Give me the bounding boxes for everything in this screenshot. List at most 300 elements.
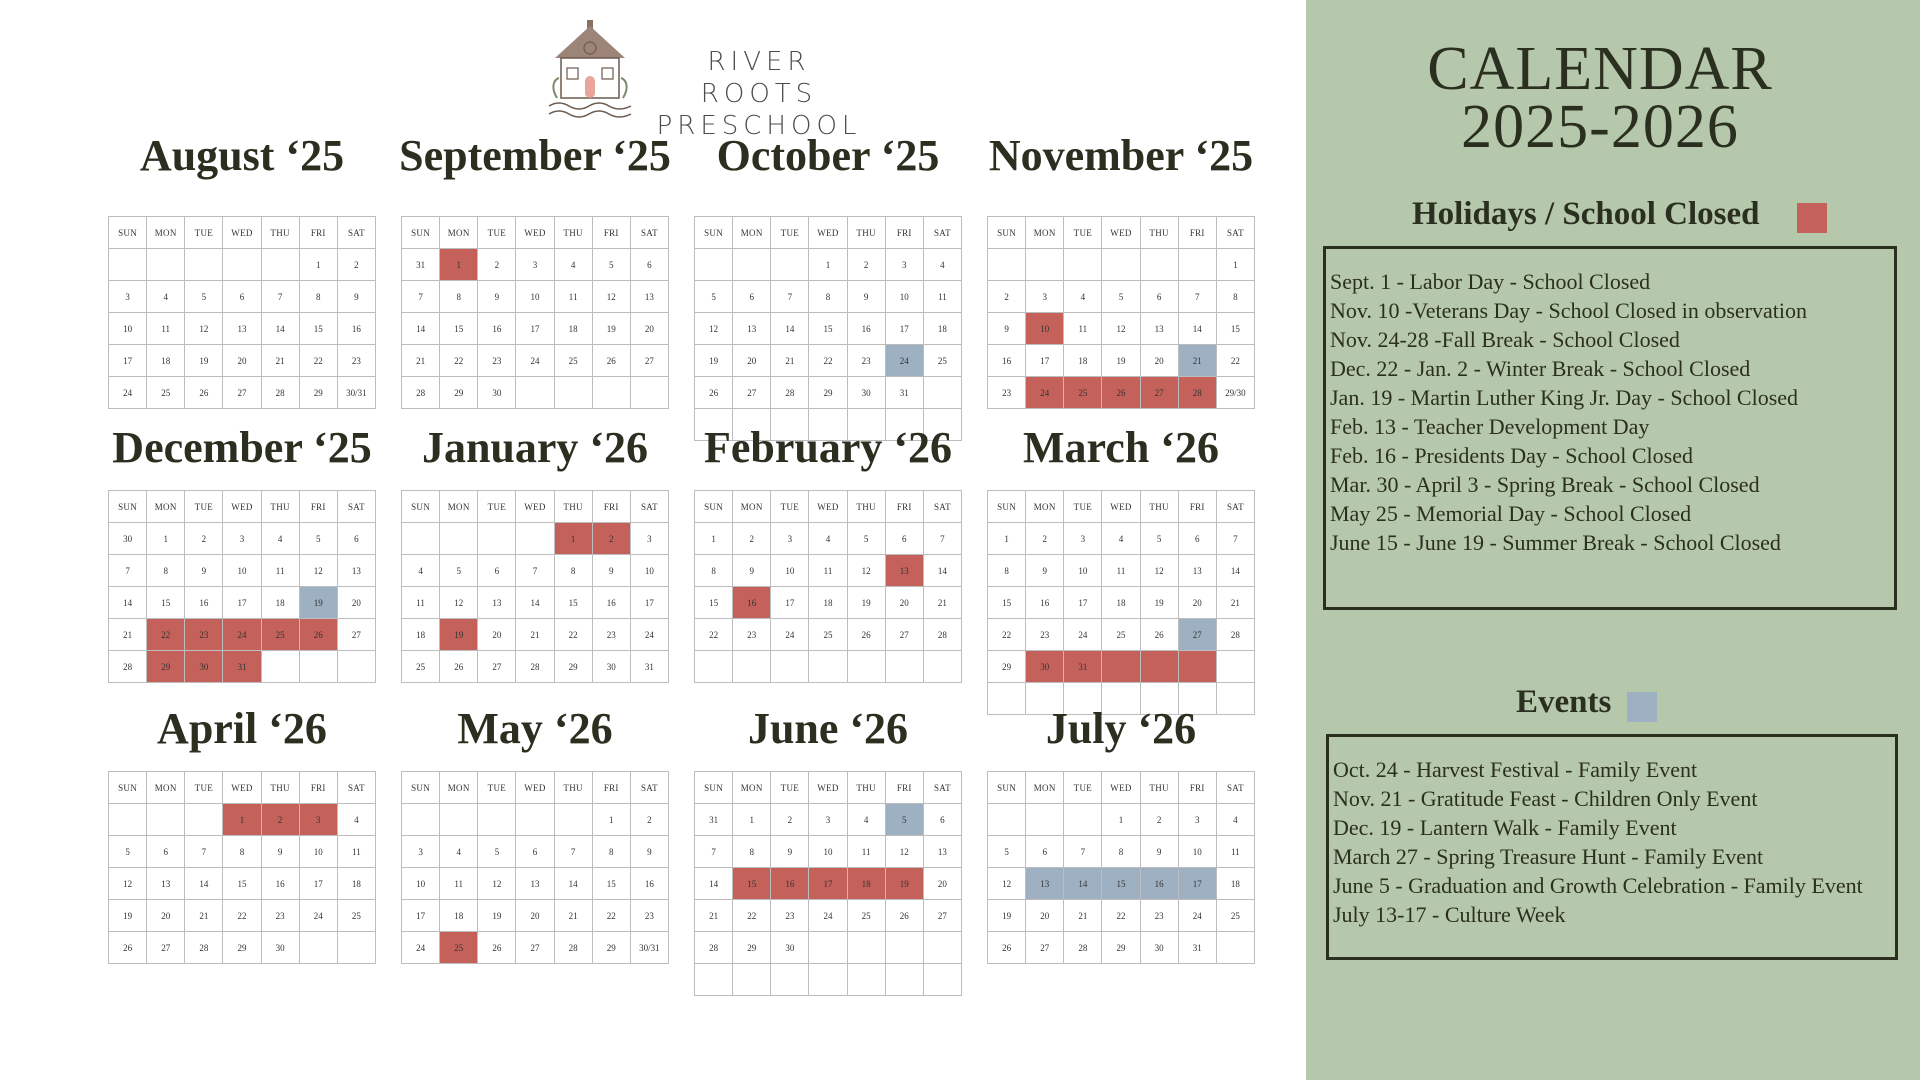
day-cell (185, 804, 223, 836)
day-cell: 3 (771, 523, 809, 555)
holiday-item: Feb. 16 - Presidents Day - School Closed (1330, 443, 1693, 468)
day-cell: 1 (733, 804, 771, 836)
day-cell: 27 (1026, 932, 1064, 964)
day-cell: 18 (1102, 587, 1140, 619)
day-cell: 5 (299, 523, 337, 555)
day-cell: 6 (630, 249, 668, 281)
day-cell: 14 (1178, 313, 1216, 345)
day-cell: 10 (516, 281, 554, 313)
day-cell (299, 932, 337, 964)
day-cell: 12 (185, 313, 223, 345)
day-cell: 21 (402, 345, 440, 377)
day-cell: 18 (809, 587, 847, 619)
month-title: April ‘26 (157, 704, 327, 753)
day-cell: 2 (337, 249, 375, 281)
day-cell: 6 (516, 836, 554, 868)
day-cell (809, 932, 847, 964)
day-cell: 2 (733, 523, 771, 555)
day-cell: 7 (695, 836, 733, 868)
weekday-header: TUE (185, 772, 223, 804)
day-cell: 23 (988, 377, 1026, 409)
day-cell: 9 (630, 836, 668, 868)
day-cell: 11 (147, 313, 185, 345)
day-cell: 15 (592, 868, 630, 900)
event-item: June 5 - Graduation and Growth Celebration - Family Event (1333, 873, 1863, 898)
day-cell: 13 (478, 587, 516, 619)
day-cell: 15 (809, 313, 847, 345)
day-cell: 15 (1216, 313, 1254, 345)
day-cell: 28 (1064, 932, 1102, 964)
day-cell: 11 (1102, 555, 1140, 587)
day-cell: 17 (630, 587, 668, 619)
holiday-swatch (1797, 203, 1827, 233)
day-cell: 9 (988, 313, 1026, 345)
day-cell: 18 (147, 345, 185, 377)
weekday-header: WED (516, 772, 554, 804)
month-grid (694, 490, 962, 683)
day-cell: 29 (299, 377, 337, 409)
day-cell: 5 (847, 523, 885, 555)
day-cell: 31 (885, 377, 923, 409)
day-cell: 20 (337, 587, 375, 619)
weekday-header: MON (1026, 772, 1064, 804)
day-cell: 17 (223, 587, 261, 619)
day-cell: 25 (402, 651, 440, 683)
day-cell: 11 (261, 555, 299, 587)
day-cell: 9 (185, 555, 223, 587)
day-cell: 31 (402, 249, 440, 281)
month-grid (987, 216, 1255, 409)
day-cell: 11 (440, 868, 478, 900)
day-cell: 19 (1102, 345, 1140, 377)
day-cell: 24 (885, 345, 923, 377)
day-cell (733, 651, 771, 683)
day-cell: 28 (402, 377, 440, 409)
weekday-header: SUN (402, 217, 440, 249)
day-cell (516, 523, 554, 555)
day-cell: 17 (1064, 587, 1102, 619)
month-title: September ‘25 (399, 131, 671, 180)
day-cell: 13 (1140, 313, 1178, 345)
event-swatch (1627, 692, 1657, 722)
weekday-header: FRI (299, 491, 337, 523)
day-cell (809, 651, 847, 683)
day-cell: 17 (771, 587, 809, 619)
day-cell (1102, 249, 1140, 281)
day-cell: 28 (695, 932, 733, 964)
day-cell: 29 (988, 651, 1026, 683)
weekday-header: SAT (923, 491, 961, 523)
day-cell: 2 (592, 523, 630, 555)
day-cell: 12 (695, 313, 733, 345)
day-cell: 14 (695, 868, 733, 900)
day-cell: 16 (261, 868, 299, 900)
day-cell (337, 651, 375, 683)
day-cell: 17 (885, 313, 923, 345)
day-cell: 4 (337, 804, 375, 836)
day-cell: 16 (1140, 868, 1178, 900)
weekday-header: FRI (885, 217, 923, 249)
day-cell: 7 (402, 281, 440, 313)
day-cell: 26 (885, 900, 923, 932)
day-cell: 31 (1064, 651, 1102, 683)
day-cell: 21 (1178, 345, 1216, 377)
day-cell: 14 (1064, 868, 1102, 900)
month-grid (694, 216, 962, 441)
day-cell: 3 (630, 523, 668, 555)
day-cell: 9 (478, 281, 516, 313)
holidays-list (1330, 267, 1890, 557)
day-cell: 10 (223, 555, 261, 587)
day-cell: 13 (147, 868, 185, 900)
day-cell: 26 (478, 932, 516, 964)
day-cell: 6 (733, 281, 771, 313)
day-cell: 25 (923, 345, 961, 377)
day-cell: 16 (847, 313, 885, 345)
day-cell: 7 (554, 836, 592, 868)
day-cell: 26 (1140, 619, 1178, 651)
weekday-header: FRI (299, 217, 337, 249)
day-cell: 19 (847, 587, 885, 619)
day-cell: 9 (337, 281, 375, 313)
day-cell: 20 (478, 619, 516, 651)
weekday-header: SUN (109, 217, 147, 249)
day-cell: 12 (1140, 555, 1178, 587)
month-grid (694, 771, 962, 996)
day-cell: 19 (109, 900, 147, 932)
day-cell (1064, 249, 1102, 281)
day-cell: 20 (1178, 587, 1216, 619)
day-cell: 5 (1102, 281, 1140, 313)
day-cell: 25 (554, 345, 592, 377)
holiday-item: June 15 - June 19 - Summer Break - School Closed (1330, 530, 1781, 555)
weekday-header: SUN (402, 772, 440, 804)
day-cell: 17 (1178, 868, 1216, 900)
day-cell: 19 (299, 587, 337, 619)
day-cell: 23 (337, 345, 375, 377)
day-cell: 6 (885, 523, 923, 555)
day-cell: 3 (223, 523, 261, 555)
weekday-header: THU (847, 217, 885, 249)
day-cell: 10 (1178, 836, 1216, 868)
day-cell: 2 (1140, 804, 1178, 836)
day-cell: 17 (809, 868, 847, 900)
weekday-header: WED (223, 217, 261, 249)
weekday-header: FRI (1178, 772, 1216, 804)
day-cell (1178, 651, 1216, 683)
day-cell: 4 (261, 523, 299, 555)
weekday-header: SAT (630, 772, 668, 804)
day-cell: 14 (402, 313, 440, 345)
day-cell: 15 (223, 868, 261, 900)
day-cell: 12 (988, 868, 1026, 900)
weekday-header: MON (1026, 491, 1064, 523)
weekday-header: SAT (630, 217, 668, 249)
day-cell: 28 (109, 651, 147, 683)
day-cell: 10 (402, 868, 440, 900)
day-cell: 30 (109, 523, 147, 555)
day-cell: 29/30 (1216, 377, 1254, 409)
day-cell: 26 (109, 932, 147, 964)
day-cell: 8 (147, 555, 185, 587)
day-cell: 11 (809, 555, 847, 587)
weekday-header: TUE (1064, 217, 1102, 249)
day-cell: 21 (554, 900, 592, 932)
day-cell: 1 (988, 523, 1026, 555)
weekday-header: SUN (695, 217, 733, 249)
day-cell: 11 (402, 587, 440, 619)
day-cell: 20 (1140, 345, 1178, 377)
day-cell: 20 (733, 345, 771, 377)
day-cell: 15 (1102, 868, 1140, 900)
weekday-header: MON (733, 772, 771, 804)
day-cell: 31 (630, 651, 668, 683)
day-cell: 23 (847, 345, 885, 377)
day-cell: 22 (1102, 900, 1140, 932)
day-cell (923, 932, 961, 964)
day-cell: 13 (733, 313, 771, 345)
day-cell: 16 (185, 587, 223, 619)
day-cell: 10 (885, 281, 923, 313)
weekday-header: TUE (185, 491, 223, 523)
day-cell: 18 (337, 868, 375, 900)
day-cell: 30/31 (337, 377, 375, 409)
day-cell: 21 (771, 345, 809, 377)
weekday-header: MON (733, 491, 771, 523)
logo-line-2: PRESCHOOL (656, 111, 862, 141)
day-cell: 12 (885, 836, 923, 868)
weekday-header: MON (440, 772, 478, 804)
day-cell: 5 (592, 249, 630, 281)
day-cell: 5 (185, 281, 223, 313)
day-cell: 15 (695, 587, 733, 619)
day-cell: 25 (440, 932, 478, 964)
day-cell: 3 (809, 804, 847, 836)
weekday-header: SAT (337, 772, 375, 804)
day-cell (1026, 249, 1064, 281)
day-cell: 2 (847, 249, 885, 281)
day-cell: 1 (440, 249, 478, 281)
day-cell: 20 (630, 313, 668, 345)
day-cell: 21 (1064, 900, 1102, 932)
weekday-header: THU (1140, 491, 1178, 523)
weekday-header: SAT (337, 491, 375, 523)
day-cell: 22 (733, 900, 771, 932)
day-cell: 4 (923, 249, 961, 281)
day-cell: 22 (988, 619, 1026, 651)
day-cell: 13 (885, 555, 923, 587)
day-cell: 16 (733, 587, 771, 619)
day-cell (402, 804, 440, 836)
day-cell: 25 (809, 619, 847, 651)
day-cell: 20 (516, 900, 554, 932)
day-cell: 6 (478, 555, 516, 587)
day-cell: 25 (847, 900, 885, 932)
day-cell: 21 (261, 345, 299, 377)
events-box (1326, 734, 1898, 960)
day-cell: 24 (1178, 900, 1216, 932)
weekday-header: MON (733, 217, 771, 249)
day-cell: 14 (109, 587, 147, 619)
day-cell: 22 (440, 345, 478, 377)
day-cell: 28 (261, 377, 299, 409)
weekday-header: FRI (592, 491, 630, 523)
day-cell: 6 (1178, 523, 1216, 555)
month-title: January ‘26 (421, 423, 649, 472)
day-cell: 18 (923, 313, 961, 345)
day-cell: 15 (440, 313, 478, 345)
day-cell (988, 804, 1026, 836)
day-cell: 17 (402, 900, 440, 932)
month-grid (401, 490, 669, 683)
day-cell: 21 (185, 900, 223, 932)
house-logo-icon (545, 18, 635, 126)
day-cell: 25 (337, 900, 375, 932)
day-cell: 7 (185, 836, 223, 868)
day-cell: 26 (988, 932, 1026, 964)
day-cell: 23 (478, 345, 516, 377)
day-cell: 31 (1178, 932, 1216, 964)
day-cell: 25 (1102, 619, 1140, 651)
day-cell: 3 (1026, 281, 1064, 313)
day-cell: 1 (147, 523, 185, 555)
day-cell: 14 (771, 313, 809, 345)
day-cell: 18 (1064, 345, 1102, 377)
weekday-header: WED (516, 217, 554, 249)
day-cell: 24 (299, 900, 337, 932)
day-cell: 7 (771, 281, 809, 313)
day-cell: 23 (261, 900, 299, 932)
day-cell: 2 (185, 523, 223, 555)
calendar-heading-line-1: CALENDAR (1427, 35, 1773, 103)
day-cell (847, 932, 885, 964)
day-cell: 9 (261, 836, 299, 868)
day-cell: 5 (1140, 523, 1178, 555)
month-grid (108, 490, 376, 683)
weekday-header: WED (1102, 772, 1140, 804)
month-title: November ‘25 (988, 131, 1254, 180)
weekday-header: FRI (299, 772, 337, 804)
day-cell: 15 (299, 313, 337, 345)
day-cell: 3 (885, 249, 923, 281)
day-cell (1064, 804, 1102, 836)
event-item: Nov. 21 - Gratitude Feast - Children Only Event (1333, 786, 1758, 811)
day-cell: 3 (402, 836, 440, 868)
weekday-header: WED (516, 491, 554, 523)
day-cell: 12 (1102, 313, 1140, 345)
day-cell (885, 651, 923, 683)
weekday-header: SUN (109, 491, 147, 523)
day-cell: 29 (440, 377, 478, 409)
day-cell: 19 (695, 345, 733, 377)
day-cell (1026, 804, 1064, 836)
day-cell: 27 (337, 619, 375, 651)
month-title: February ‘26 (703, 423, 953, 472)
preschool-logo (545, 18, 875, 141)
day-cell: 8 (592, 836, 630, 868)
day-cell: 23 (733, 619, 771, 651)
day-cell: 9 (1140, 836, 1178, 868)
day-cell: 14 (261, 313, 299, 345)
day-cell (988, 249, 1026, 281)
weekday-header: WED (1102, 217, 1140, 249)
day-cell: 31 (223, 651, 261, 683)
day-cell: 29 (809, 377, 847, 409)
logo-line-1: RIVER ROOTS (700, 47, 818, 109)
day-cell: 27 (147, 932, 185, 964)
day-cell (402, 523, 440, 555)
day-cell (733, 964, 771, 996)
weekday-header: SUN (988, 772, 1026, 804)
day-cell: 28 (1216, 619, 1254, 651)
weekday-header: THU (1140, 217, 1178, 249)
day-cell: 19 (185, 345, 223, 377)
day-cell (261, 651, 299, 683)
weekday-header: THU (261, 772, 299, 804)
day-cell: 8 (988, 555, 1026, 587)
month-grid (401, 216, 669, 409)
day-cell: 1 (809, 249, 847, 281)
day-cell: 13 (923, 836, 961, 868)
day-cell: 28 (554, 932, 592, 964)
day-cell: 20 (147, 900, 185, 932)
day-cell: 10 (630, 555, 668, 587)
day-cell: 19 (988, 900, 1026, 932)
day-cell: 27 (630, 345, 668, 377)
day-cell: 5 (440, 555, 478, 587)
day-cell (695, 249, 733, 281)
day-cell (630, 377, 668, 409)
day-cell: 7 (109, 555, 147, 587)
day-cell: 22 (592, 900, 630, 932)
day-cell: 12 (478, 868, 516, 900)
day-cell: 5 (988, 836, 1026, 868)
holiday-item: Nov. 24-28 -Fall Break - School Closed (1330, 327, 1680, 352)
day-cell: 14 (185, 868, 223, 900)
day-cell: 2 (630, 804, 668, 836)
day-cell: 9 (771, 836, 809, 868)
month-title: May ‘26 (457, 704, 613, 753)
day-cell: 18 (554, 313, 592, 345)
day-cell: 24 (1026, 377, 1064, 409)
calendar-heading-line-2: 2025-2026 (1461, 93, 1739, 161)
day-cell: 1 (1216, 249, 1254, 281)
weekday-header: MON (147, 217, 185, 249)
day-cell: 19 (478, 900, 516, 932)
holiday-item: Dec. 22 - Jan. 2 - Winter Break - School Closed (1330, 356, 1751, 381)
day-cell: 10 (771, 555, 809, 587)
weekday-header: SUN (402, 491, 440, 523)
day-cell: 20 (885, 587, 923, 619)
day-cell (440, 804, 478, 836)
day-cell: 24 (109, 377, 147, 409)
day-cell: 12 (592, 281, 630, 313)
day-cell: 27 (1178, 619, 1216, 651)
day-cell: 26 (185, 377, 223, 409)
day-cell: 1 (299, 249, 337, 281)
day-cell: 20 (923, 868, 961, 900)
day-cell: 10 (1064, 555, 1102, 587)
weekday-header: SUN (109, 772, 147, 804)
day-cell: 8 (733, 836, 771, 868)
day-cell: 27 (516, 932, 554, 964)
day-cell: 5 (109, 836, 147, 868)
day-cell: 2 (478, 249, 516, 281)
day-cell: 25 (261, 619, 299, 651)
day-cell: 22 (223, 900, 261, 932)
day-cell: 28 (771, 377, 809, 409)
day-cell: 8 (1102, 836, 1140, 868)
